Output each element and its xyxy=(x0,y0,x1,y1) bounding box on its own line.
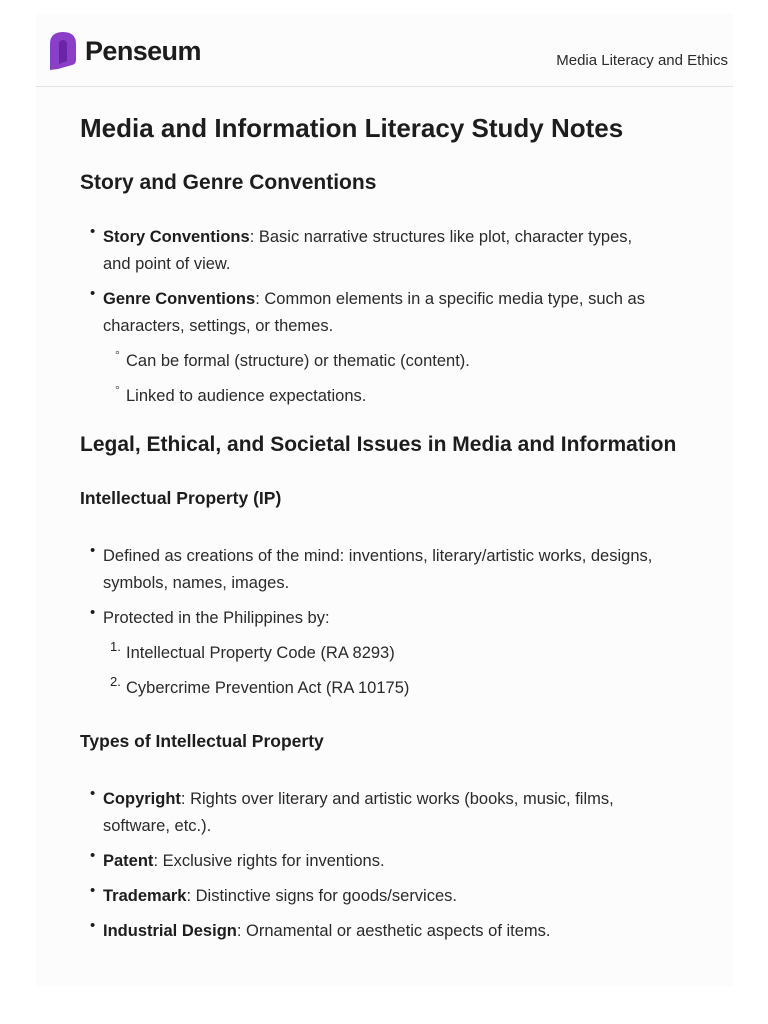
penseum-logo-icon xyxy=(48,30,78,72)
definition-text: : Exclusive rights for inventions. xyxy=(153,852,385,870)
numbered-item xyxy=(80,640,680,667)
bullet-icon: • xyxy=(90,785,96,802)
sub-bullet-icon: ° xyxy=(115,348,120,362)
document-page xyxy=(36,14,733,986)
page-title: Media and Information Literacy Study Notes xyxy=(80,113,624,143)
subsection-heading-ip-types: Types of Intellectual Property xyxy=(80,731,324,751)
list-item xyxy=(80,786,663,840)
bullet-icon: • xyxy=(90,604,96,621)
list-item xyxy=(80,286,663,340)
definition-text: : Distinctive signs for goods/services. xyxy=(186,887,457,905)
numbered-item xyxy=(80,675,680,702)
term-copyright: Copyright xyxy=(103,790,181,808)
law-text: Intellectual Property Code (RA 8293) xyxy=(126,644,395,662)
ip-types-list xyxy=(80,786,680,945)
sub-item-text: Can be formal (structure) or thematic (content). xyxy=(126,352,470,370)
definition-text: : Common elements in a specific media type, such as characters, settings, or themes. xyxy=(103,290,645,335)
page-header xyxy=(36,14,733,87)
list-item xyxy=(80,883,663,910)
term-patent: Patent xyxy=(103,852,154,870)
document-title-label: Media Literacy and Ethics xyxy=(556,52,728,69)
list-item xyxy=(80,848,663,875)
term-genre-conventions: Genre Conventions xyxy=(103,290,256,308)
law-text: Cybercrime Prevention Act (RA 10175) xyxy=(126,679,410,697)
item-number: 2. xyxy=(110,674,121,689)
item-text: Protected in the Philippines by: xyxy=(103,609,330,627)
bullet-icon: • xyxy=(90,223,96,240)
bullet-icon: • xyxy=(90,882,96,899)
bullet-icon: • xyxy=(90,847,96,864)
sub-item-text: Linked to audience expectations. xyxy=(126,387,367,405)
definition-text: : Basic narrative structures like plot, character types, and point of view. xyxy=(103,228,633,273)
term-story-conventions: Story Conventions xyxy=(103,228,250,246)
bullet-icon: • xyxy=(90,285,96,302)
list-item xyxy=(80,543,663,597)
notes-content xyxy=(80,110,680,945)
list-item xyxy=(80,605,663,632)
story-genre-list xyxy=(80,224,680,410)
ip-list xyxy=(80,543,680,702)
item-number: 1. xyxy=(110,639,121,654)
sub-list-item xyxy=(80,383,680,410)
subsection-heading-ip: Intellectual Property (IP) xyxy=(80,488,282,508)
bullet-icon: • xyxy=(90,917,96,934)
bullet-icon: • xyxy=(90,542,96,559)
section-heading-legal-ethical: Legal, Ethical, and Societal Issues in Media and Information xyxy=(80,433,677,456)
section-heading-story-genre: Story and Genre Conventions xyxy=(80,171,377,194)
term-industrial-design: Industrial Design xyxy=(103,922,237,940)
sub-list-item xyxy=(80,348,680,375)
definition-text: : Ornamental or aesthetic aspects of items. xyxy=(236,922,551,940)
list-item xyxy=(80,224,663,278)
item-text: Defined as creations of the mind: inventions, literary/artistic works, designs, symbols, names, images. xyxy=(103,547,653,592)
definition-text: : Rights over literary and artistic works (books, music, films, software, etc.). xyxy=(103,790,614,835)
list-item xyxy=(80,918,663,945)
brand-logo[interactable] xyxy=(48,30,201,72)
sub-bullet-icon: ° xyxy=(115,383,120,397)
term-trademark: Trademark xyxy=(103,887,187,905)
brand-name: Penseum xyxy=(85,35,201,66)
